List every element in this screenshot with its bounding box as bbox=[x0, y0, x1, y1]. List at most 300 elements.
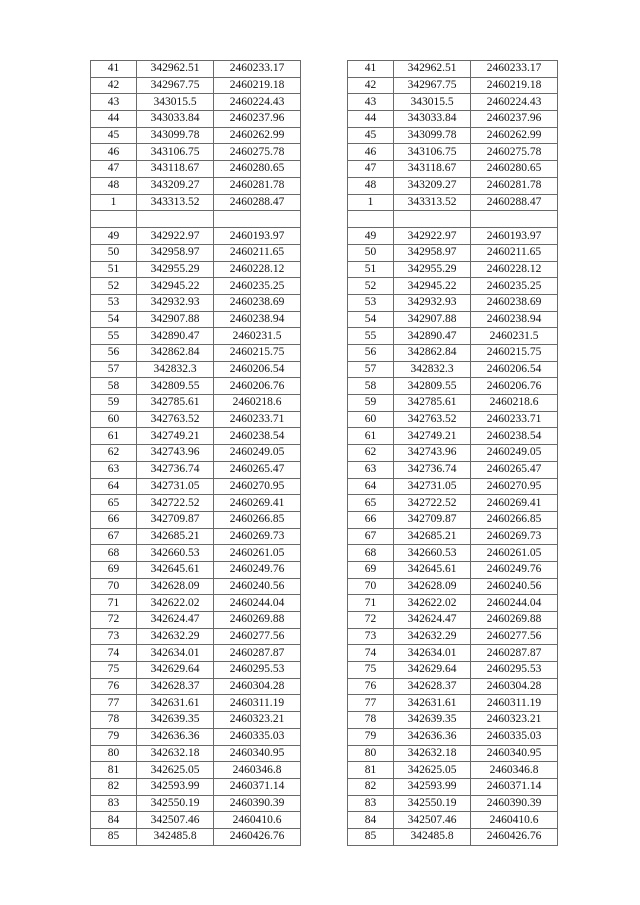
point-number-cell: 48 bbox=[348, 177, 394, 194]
x-coordinate-cell: 342709.87 bbox=[394, 511, 471, 528]
x-coordinate-cell: 342507.46 bbox=[137, 812, 214, 829]
y-coordinate-cell: 2460346.8 bbox=[214, 762, 301, 779]
x-coordinate-cell: 343106.75 bbox=[394, 144, 471, 161]
table-row bbox=[91, 361, 301, 378]
x-coordinate-cell: 342632.29 bbox=[137, 628, 214, 645]
point-number-cell: 74 bbox=[91, 645, 137, 662]
y-coordinate-cell: 2460211.65 bbox=[471, 244, 558, 261]
table-row bbox=[348, 795, 558, 812]
table-row bbox=[348, 678, 558, 695]
y-coordinate-cell: 2460340.95 bbox=[214, 745, 301, 762]
table-row bbox=[348, 311, 558, 328]
table-row bbox=[91, 561, 301, 578]
point-number-cell: 44 bbox=[91, 111, 137, 128]
table-row bbox=[348, 77, 558, 94]
x-coordinate-cell: 342731.05 bbox=[137, 478, 214, 495]
y-coordinate-cell: 2460238.54 bbox=[471, 428, 558, 445]
table-row bbox=[91, 428, 301, 445]
point-number-cell: 1 bbox=[348, 194, 394, 211]
table-row bbox=[348, 395, 558, 412]
x-coordinate-cell: 342890.47 bbox=[394, 328, 471, 345]
point-number-cell: 1 bbox=[91, 194, 137, 211]
point-number-cell: 78 bbox=[91, 712, 137, 729]
y-coordinate-cell: 2460193.97 bbox=[214, 228, 301, 245]
table-row bbox=[348, 712, 558, 729]
x-coordinate-cell: 342593.99 bbox=[394, 778, 471, 795]
x-coordinate-cell: 342485.8 bbox=[394, 828, 471, 845]
table-row bbox=[91, 144, 301, 161]
y-coordinate-cell: 2460269.73 bbox=[214, 528, 301, 545]
point-number-cell: 68 bbox=[91, 545, 137, 562]
point-number-cell: 56 bbox=[91, 345, 137, 362]
table-body-right bbox=[348, 61, 558, 846]
x-coordinate-cell: 342743.96 bbox=[137, 445, 214, 462]
y-coordinate-cell: 2460237.96 bbox=[214, 111, 301, 128]
point-number-cell: 59 bbox=[91, 395, 137, 412]
table-row bbox=[348, 361, 558, 378]
table-row bbox=[91, 328, 301, 345]
y-coordinate-cell: 2460233.71 bbox=[471, 411, 558, 428]
x-coordinate-cell: 342736.74 bbox=[137, 461, 214, 478]
y-coordinate-cell: 2460304.28 bbox=[214, 678, 301, 695]
x-coordinate-cell: 342660.53 bbox=[394, 545, 471, 562]
point-number-cell: 49 bbox=[91, 228, 137, 245]
table-row bbox=[91, 177, 301, 194]
x-coordinate-cell: 342958.97 bbox=[394, 244, 471, 261]
x-coordinate-cell: 342785.61 bbox=[137, 395, 214, 412]
x-coordinate-cell: 342685.21 bbox=[137, 528, 214, 545]
y-coordinate-cell: 2460211.65 bbox=[214, 244, 301, 261]
point-number-cell: 57 bbox=[91, 361, 137, 378]
table-row bbox=[91, 795, 301, 812]
table-row bbox=[91, 528, 301, 545]
x-coordinate-cell: 343015.5 bbox=[137, 94, 214, 111]
table-row bbox=[348, 745, 558, 762]
point-number-cell: 80 bbox=[348, 745, 394, 762]
table-row bbox=[348, 144, 558, 161]
x-coordinate-cell: 342722.52 bbox=[394, 495, 471, 512]
table-row bbox=[91, 628, 301, 645]
table-row bbox=[348, 528, 558, 545]
y-coordinate-cell: 2460266.85 bbox=[471, 511, 558, 528]
point-number-cell: 68 bbox=[348, 545, 394, 562]
y-coordinate-cell: 2460269.88 bbox=[214, 612, 301, 629]
table-row bbox=[348, 612, 558, 629]
x-coordinate-cell: 342743.96 bbox=[394, 445, 471, 462]
x-coordinate-cell bbox=[394, 211, 471, 228]
y-coordinate-cell: 2460219.18 bbox=[471, 77, 558, 94]
point-number-cell: 47 bbox=[348, 161, 394, 178]
x-coordinate-cell: 342785.61 bbox=[394, 395, 471, 412]
x-coordinate-cell: 342507.46 bbox=[394, 812, 471, 829]
table-row bbox=[91, 461, 301, 478]
x-coordinate-cell: 342622.02 bbox=[137, 595, 214, 612]
point-number-cell: 75 bbox=[91, 662, 137, 679]
y-coordinate-cell: 2460261.05 bbox=[214, 545, 301, 562]
point-number-cell: 60 bbox=[91, 411, 137, 428]
x-coordinate-cell: 342634.01 bbox=[394, 645, 471, 662]
table-row bbox=[91, 111, 301, 128]
x-coordinate-cell: 343313.52 bbox=[394, 194, 471, 211]
table-row bbox=[348, 595, 558, 612]
y-coordinate-cell: 2460233.17 bbox=[471, 61, 558, 78]
y-coordinate-cell: 2460206.54 bbox=[214, 361, 301, 378]
point-number-cell: 58 bbox=[91, 378, 137, 395]
table-row bbox=[348, 411, 558, 428]
table-row bbox=[91, 745, 301, 762]
table-row bbox=[91, 762, 301, 779]
point-number-cell: 85 bbox=[91, 828, 137, 845]
x-coordinate-cell: 343313.52 bbox=[137, 194, 214, 211]
table-row bbox=[91, 244, 301, 261]
point-number-cell: 51 bbox=[348, 261, 394, 278]
x-coordinate-cell: 342622.02 bbox=[394, 595, 471, 612]
table-row bbox=[91, 645, 301, 662]
point-number-cell: 79 bbox=[91, 728, 137, 745]
point-number-cell: 41 bbox=[91, 61, 137, 78]
table-row bbox=[91, 778, 301, 795]
y-coordinate-cell: 2460244.04 bbox=[214, 595, 301, 612]
table-row bbox=[348, 578, 558, 595]
y-coordinate-cell: 2460228.12 bbox=[471, 261, 558, 278]
x-coordinate-cell: 342625.05 bbox=[137, 762, 214, 779]
y-coordinate-cell: 2460240.56 bbox=[214, 578, 301, 595]
table-row bbox=[91, 812, 301, 829]
table-row bbox=[348, 177, 558, 194]
point-number-cell: 66 bbox=[91, 511, 137, 528]
table-row bbox=[91, 345, 301, 362]
table-row bbox=[91, 595, 301, 612]
table-row bbox=[348, 545, 558, 562]
point-number-cell: 53 bbox=[348, 294, 394, 311]
y-coordinate-cell: 2460206.76 bbox=[214, 378, 301, 395]
table-row bbox=[91, 228, 301, 245]
x-coordinate-cell: 343015.5 bbox=[394, 94, 471, 111]
point-number-cell: 50 bbox=[348, 244, 394, 261]
y-coordinate-cell: 2460249.76 bbox=[214, 561, 301, 578]
point-number-cell: 45 bbox=[91, 127, 137, 144]
x-coordinate-cell: 342932.93 bbox=[137, 294, 214, 311]
point-number-cell: 46 bbox=[91, 144, 137, 161]
x-coordinate-cell: 342632.29 bbox=[394, 628, 471, 645]
point-number-cell: 56 bbox=[348, 345, 394, 362]
point-number-cell: 64 bbox=[348, 478, 394, 495]
table-row bbox=[348, 211, 558, 228]
x-coordinate-cell: 342862.84 bbox=[137, 345, 214, 362]
table-row bbox=[348, 278, 558, 295]
y-coordinate-cell: 2460215.75 bbox=[214, 345, 301, 362]
point-number-cell: 41 bbox=[348, 61, 394, 78]
y-coordinate-cell: 2460288.47 bbox=[471, 194, 558, 211]
table-row bbox=[91, 712, 301, 729]
x-coordinate-cell: 342631.61 bbox=[394, 695, 471, 712]
x-coordinate-cell: 342639.35 bbox=[394, 712, 471, 729]
table-row bbox=[348, 61, 558, 78]
y-coordinate-cell: 2460371.14 bbox=[471, 778, 558, 795]
y-coordinate-cell: 2460231.5 bbox=[214, 328, 301, 345]
x-coordinate-cell: 342907.88 bbox=[394, 311, 471, 328]
point-number-cell: 65 bbox=[91, 495, 137, 512]
y-coordinate-cell: 2460277.56 bbox=[471, 628, 558, 645]
table-row bbox=[348, 662, 558, 679]
x-coordinate-cell: 342709.87 bbox=[137, 511, 214, 528]
point-number-cell: 63 bbox=[91, 461, 137, 478]
y-coordinate-cell: 2460249.76 bbox=[471, 561, 558, 578]
x-coordinate-cell: 342763.52 bbox=[137, 411, 214, 428]
y-coordinate-cell: 2460238.54 bbox=[214, 428, 301, 445]
y-coordinate-cell: 2460281.78 bbox=[471, 177, 558, 194]
x-coordinate-cell: 342628.37 bbox=[137, 678, 214, 695]
y-coordinate-cell: 2460277.56 bbox=[214, 628, 301, 645]
y-coordinate-cell: 2460269.41 bbox=[471, 495, 558, 512]
y-coordinate-cell: 2460262.99 bbox=[214, 127, 301, 144]
table-row bbox=[91, 662, 301, 679]
point-number-cell: 85 bbox=[348, 828, 394, 845]
x-coordinate-cell bbox=[137, 211, 214, 228]
table-row bbox=[348, 645, 558, 662]
point-number-cell: 82 bbox=[348, 778, 394, 795]
table-row bbox=[91, 828, 301, 845]
y-coordinate-cell: 2460426.76 bbox=[214, 828, 301, 845]
table-row bbox=[348, 428, 558, 445]
y-coordinate-cell: 2460288.47 bbox=[214, 194, 301, 211]
x-coordinate-cell: 343106.75 bbox=[137, 144, 214, 161]
table-row bbox=[348, 194, 558, 211]
x-coordinate-cell: 342922.97 bbox=[394, 228, 471, 245]
point-number-cell: 53 bbox=[91, 294, 137, 311]
point-number-cell: 42 bbox=[348, 77, 394, 94]
point-number-cell: 48 bbox=[91, 177, 137, 194]
point-number-cell: 84 bbox=[91, 812, 137, 829]
x-coordinate-cell: 342593.99 bbox=[137, 778, 214, 795]
x-coordinate-cell: 342632.18 bbox=[394, 745, 471, 762]
point-number-cell: 70 bbox=[348, 578, 394, 595]
point-number-cell: 62 bbox=[348, 445, 394, 462]
x-coordinate-cell: 342763.52 bbox=[394, 411, 471, 428]
y-coordinate-cell: 2460249.05 bbox=[214, 445, 301, 462]
table-row bbox=[348, 328, 558, 345]
y-coordinate-cell: 2460340.95 bbox=[471, 745, 558, 762]
x-coordinate-cell: 342955.29 bbox=[137, 261, 214, 278]
x-coordinate-cell: 342660.53 bbox=[137, 545, 214, 562]
table-row bbox=[91, 211, 301, 228]
x-coordinate-cell: 342809.55 bbox=[394, 378, 471, 395]
y-coordinate-cell: 2460269.88 bbox=[471, 612, 558, 629]
y-coordinate-cell: 2460233.71 bbox=[214, 411, 301, 428]
y-coordinate-cell: 2460231.5 bbox=[471, 328, 558, 345]
y-coordinate-cell: 2460215.75 bbox=[471, 345, 558, 362]
point-number-cell: 61 bbox=[348, 428, 394, 445]
table-row bbox=[91, 278, 301, 295]
table-row bbox=[91, 94, 301, 111]
point-number-cell bbox=[348, 211, 394, 228]
x-coordinate-cell: 342624.47 bbox=[394, 612, 471, 629]
x-coordinate-cell: 342485.8 bbox=[137, 828, 214, 845]
point-number-cell: 61 bbox=[91, 428, 137, 445]
point-number-cell: 77 bbox=[348, 695, 394, 712]
y-coordinate-cell: 2460281.78 bbox=[214, 177, 301, 194]
x-coordinate-cell: 343209.27 bbox=[137, 177, 214, 194]
table-row bbox=[348, 495, 558, 512]
x-coordinate-cell: 342645.61 bbox=[137, 561, 214, 578]
y-coordinate-cell: 2460224.43 bbox=[214, 94, 301, 111]
y-coordinate-cell: 2460238.69 bbox=[471, 294, 558, 311]
y-coordinate-cell: 2460390.39 bbox=[214, 795, 301, 812]
x-coordinate-cell: 342722.52 bbox=[137, 495, 214, 512]
x-coordinate-cell: 342685.21 bbox=[394, 528, 471, 545]
point-number-cell: 63 bbox=[348, 461, 394, 478]
table-row bbox=[348, 161, 558, 178]
table-row bbox=[348, 261, 558, 278]
y-coordinate-cell: 2460270.95 bbox=[471, 478, 558, 495]
x-coordinate-cell: 342809.55 bbox=[137, 378, 214, 395]
table-row bbox=[348, 511, 558, 528]
table-row bbox=[348, 695, 558, 712]
y-coordinate-cell: 2460323.21 bbox=[471, 712, 558, 729]
point-number-cell: 73 bbox=[91, 628, 137, 645]
point-number-cell: 77 bbox=[91, 695, 137, 712]
point-number-cell: 45 bbox=[348, 127, 394, 144]
point-number-cell: 57 bbox=[348, 361, 394, 378]
y-coordinate-cell: 2460295.53 bbox=[214, 662, 301, 679]
y-coordinate-cell: 2460265.47 bbox=[471, 461, 558, 478]
point-number-cell: 49 bbox=[348, 228, 394, 245]
point-number-cell: 46 bbox=[348, 144, 394, 161]
point-number-cell: 43 bbox=[348, 94, 394, 111]
table-row bbox=[91, 728, 301, 745]
table-row bbox=[91, 695, 301, 712]
x-coordinate-cell: 342636.36 bbox=[137, 728, 214, 745]
table-row bbox=[348, 778, 558, 795]
point-number-cell: 73 bbox=[348, 628, 394, 645]
y-coordinate-cell: 2460240.56 bbox=[471, 578, 558, 595]
x-coordinate-cell: 342624.47 bbox=[137, 612, 214, 629]
point-number-cell: 76 bbox=[91, 678, 137, 695]
point-number-cell: 52 bbox=[348, 278, 394, 295]
y-coordinate-cell: 2460262.99 bbox=[471, 127, 558, 144]
x-coordinate-cell: 342962.51 bbox=[137, 61, 214, 78]
y-coordinate-cell bbox=[471, 211, 558, 228]
y-coordinate-cell: 2460218.6 bbox=[471, 395, 558, 412]
x-coordinate-cell: 342632.18 bbox=[137, 745, 214, 762]
y-coordinate-cell: 2460218.6 bbox=[214, 395, 301, 412]
x-coordinate-cell: 342922.97 bbox=[137, 228, 214, 245]
table-row bbox=[91, 511, 301, 528]
y-coordinate-cell: 2460275.78 bbox=[471, 144, 558, 161]
point-number-cell: 43 bbox=[91, 94, 137, 111]
x-coordinate-cell: 342629.64 bbox=[394, 662, 471, 679]
point-number-cell: 60 bbox=[348, 411, 394, 428]
x-coordinate-cell: 342550.19 bbox=[394, 795, 471, 812]
y-coordinate-cell: 2460426.76 bbox=[471, 828, 558, 845]
x-coordinate-cell: 342628.09 bbox=[394, 578, 471, 595]
point-number-cell: 54 bbox=[91, 311, 137, 328]
y-coordinate-cell: 2460410.6 bbox=[214, 812, 301, 829]
point-number-cell: 71 bbox=[348, 595, 394, 612]
point-number-cell: 54 bbox=[348, 311, 394, 328]
point-number-cell: 65 bbox=[348, 495, 394, 512]
y-coordinate-cell: 2460224.43 bbox=[471, 94, 558, 111]
y-coordinate-cell: 2460304.28 bbox=[471, 678, 558, 695]
x-coordinate-cell: 342631.61 bbox=[137, 695, 214, 712]
table-row bbox=[91, 311, 301, 328]
table-row bbox=[348, 294, 558, 311]
x-coordinate-cell: 342645.61 bbox=[394, 561, 471, 578]
table-row bbox=[91, 678, 301, 695]
x-coordinate-cell: 342832.3 bbox=[394, 361, 471, 378]
y-coordinate-cell: 2460280.65 bbox=[471, 161, 558, 178]
x-coordinate-cell: 342945.22 bbox=[394, 278, 471, 295]
table-row bbox=[348, 628, 558, 645]
point-number-cell: 50 bbox=[91, 244, 137, 261]
y-coordinate-cell: 2460287.87 bbox=[214, 645, 301, 662]
point-number-cell: 78 bbox=[348, 712, 394, 729]
y-coordinate-cell: 2460287.87 bbox=[471, 645, 558, 662]
coordinate-table-left bbox=[90, 60, 301, 846]
x-coordinate-cell: 342862.84 bbox=[394, 345, 471, 362]
y-coordinate-cell: 2460228.12 bbox=[214, 261, 301, 278]
y-coordinate-cell: 2460193.97 bbox=[471, 228, 558, 245]
table-row bbox=[348, 561, 558, 578]
point-number-cell: 69 bbox=[348, 561, 394, 578]
point-number-cell: 47 bbox=[91, 161, 137, 178]
table-row bbox=[348, 111, 558, 128]
x-coordinate-cell: 342945.22 bbox=[137, 278, 214, 295]
y-coordinate-cell: 2460238.69 bbox=[214, 294, 301, 311]
point-number-cell: 75 bbox=[348, 662, 394, 679]
x-coordinate-cell: 342749.21 bbox=[394, 428, 471, 445]
y-coordinate-cell: 2460265.47 bbox=[214, 461, 301, 478]
table-row bbox=[348, 127, 558, 144]
point-number-cell: 66 bbox=[348, 511, 394, 528]
point-number-cell: 69 bbox=[91, 561, 137, 578]
table-row bbox=[348, 378, 558, 395]
coordinate-table-right bbox=[347, 60, 558, 846]
y-coordinate-cell: 2460335.03 bbox=[214, 728, 301, 745]
point-number-cell: 55 bbox=[348, 328, 394, 345]
x-coordinate-cell: 343033.84 bbox=[137, 111, 214, 128]
x-coordinate-cell: 342625.05 bbox=[394, 762, 471, 779]
point-number-cell: 72 bbox=[91, 612, 137, 629]
table-row bbox=[91, 612, 301, 629]
table-row bbox=[91, 194, 301, 211]
point-number-cell: 62 bbox=[91, 445, 137, 462]
x-coordinate-cell: 343118.67 bbox=[394, 161, 471, 178]
y-coordinate-cell: 2460270.95 bbox=[214, 478, 301, 495]
y-coordinate-cell: 2460311.19 bbox=[471, 695, 558, 712]
table-row bbox=[91, 127, 301, 144]
table-row bbox=[91, 378, 301, 395]
x-coordinate-cell: 343118.67 bbox=[137, 161, 214, 178]
point-number-cell: 82 bbox=[91, 778, 137, 795]
point-number-cell: 59 bbox=[348, 395, 394, 412]
table-row bbox=[91, 77, 301, 94]
point-number-cell: 74 bbox=[348, 645, 394, 662]
y-coordinate-cell: 2460235.25 bbox=[471, 278, 558, 295]
x-coordinate-cell: 342736.74 bbox=[394, 461, 471, 478]
y-coordinate-cell: 2460269.73 bbox=[471, 528, 558, 545]
table-row bbox=[348, 94, 558, 111]
x-coordinate-cell: 342955.29 bbox=[394, 261, 471, 278]
y-coordinate-cell: 2460206.54 bbox=[471, 361, 558, 378]
table-row bbox=[91, 478, 301, 495]
y-coordinate-cell: 2460346.8 bbox=[471, 762, 558, 779]
y-coordinate-cell: 2460249.05 bbox=[471, 445, 558, 462]
y-coordinate-cell: 2460275.78 bbox=[214, 144, 301, 161]
table-row bbox=[348, 244, 558, 261]
point-number-cell: 55 bbox=[91, 328, 137, 345]
table-row bbox=[91, 294, 301, 311]
